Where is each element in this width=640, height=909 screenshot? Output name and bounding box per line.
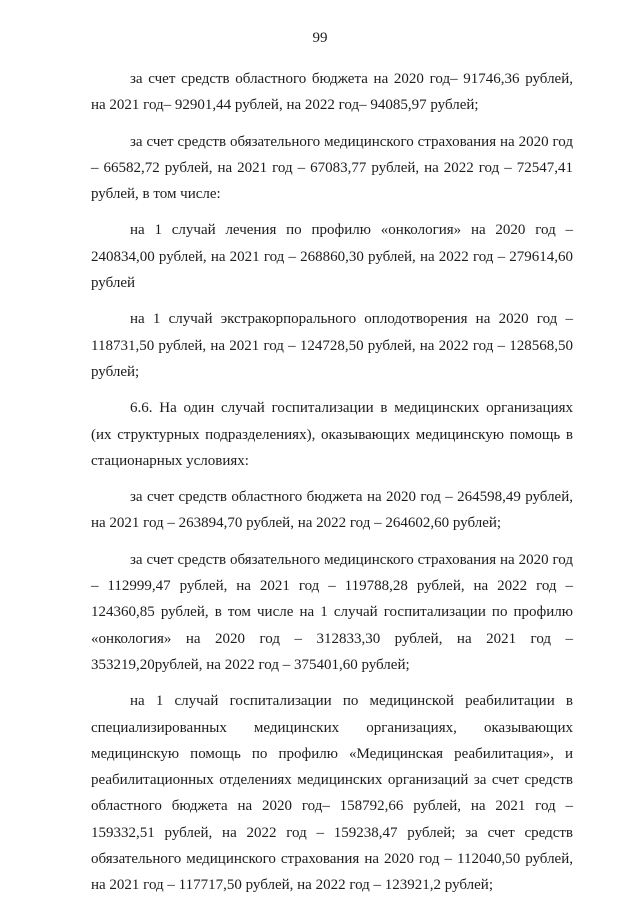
paragraph-rehabilitation: на 1 случай госпитализации по медицинской реабилитации в специализированных медицинских организациях, оказывающих медицинскую помощь по профилю «Медицинская реабилитация», и реабилитационных отделениях медицинских организаций за счет средств областного бюджета на 2020 год– 158792,66 рублей, на 2021 год – 159332,51 рублей, на 2022 год – 159238,47 рублей; за счет средств обязательного медицинского страхования на 2020 год – 112040,50 рублей, на 2021 год – 117717,50 рублей, на 2022 год – 123921,2 рублей;	[91, 693, 573, 894]
paragraph-oncology-case: на 1 случай лечения по профилю «онкология» на 2020 год – 240834,00 рублей, на 2021 год – 268860,30 рублей, на 2022 год – 279614,60 рублей	[91, 222, 573, 292]
paragraph-section-6-6: 6.6. На один случай госпитализации в медицинских организациях (их структурных подразделениях), оказывающих медицинскую помощь в стационарных условиях:	[91, 400, 573, 469]
page-body	[91, 66, 573, 909]
paragraph-ivf-case: на 1 случай экстракорпорального оплодотворения на 2020 год – 118731,50 рублей, на 2021 год – 124728,50 рублей, на 2022 год – 128568,50 рублей;	[91, 311, 573, 380]
page-number: 99	[312, 30, 328, 46]
paragraph-regional-budget-outpatient: за счет средств областного бюджета на 2020 год– 91746,36 рублей, на 2021 год– 92901,44 рублей, на 2022 год– 94085,97 рублей;	[91, 71, 573, 114]
paragraph-regional-budget-hospital: за счет средств областного бюджета на 2020 год – 264598,49 рублей, на 2021 год – 263894,70 рублей, на 2022 год – 264602,60 рублей;	[91, 489, 573, 532]
paragraph-oms-hospital: за счет средств обязательного медицинского страхования на 2020 год – 112999,47 рублей, на 2021 год – 119788,28 рублей, на 2022 год – 124360,85 рублей, в том числе на 1 случай госпитализации по профилю «онкология» на 2020 год – 312833,30 рублей, на 2021 год – 353219,20рублей, на 2022 год – 375401,60 рублей;	[91, 551, 573, 673]
paragraph-oms-outpatient: за счет средств обязательного медицинского страхования на 2020 год – 66582,72 рублей, на 2021 год – 67083,77 рублей, на 2022 год – 72547,41 рублей, в том числе:	[91, 133, 573, 203]
